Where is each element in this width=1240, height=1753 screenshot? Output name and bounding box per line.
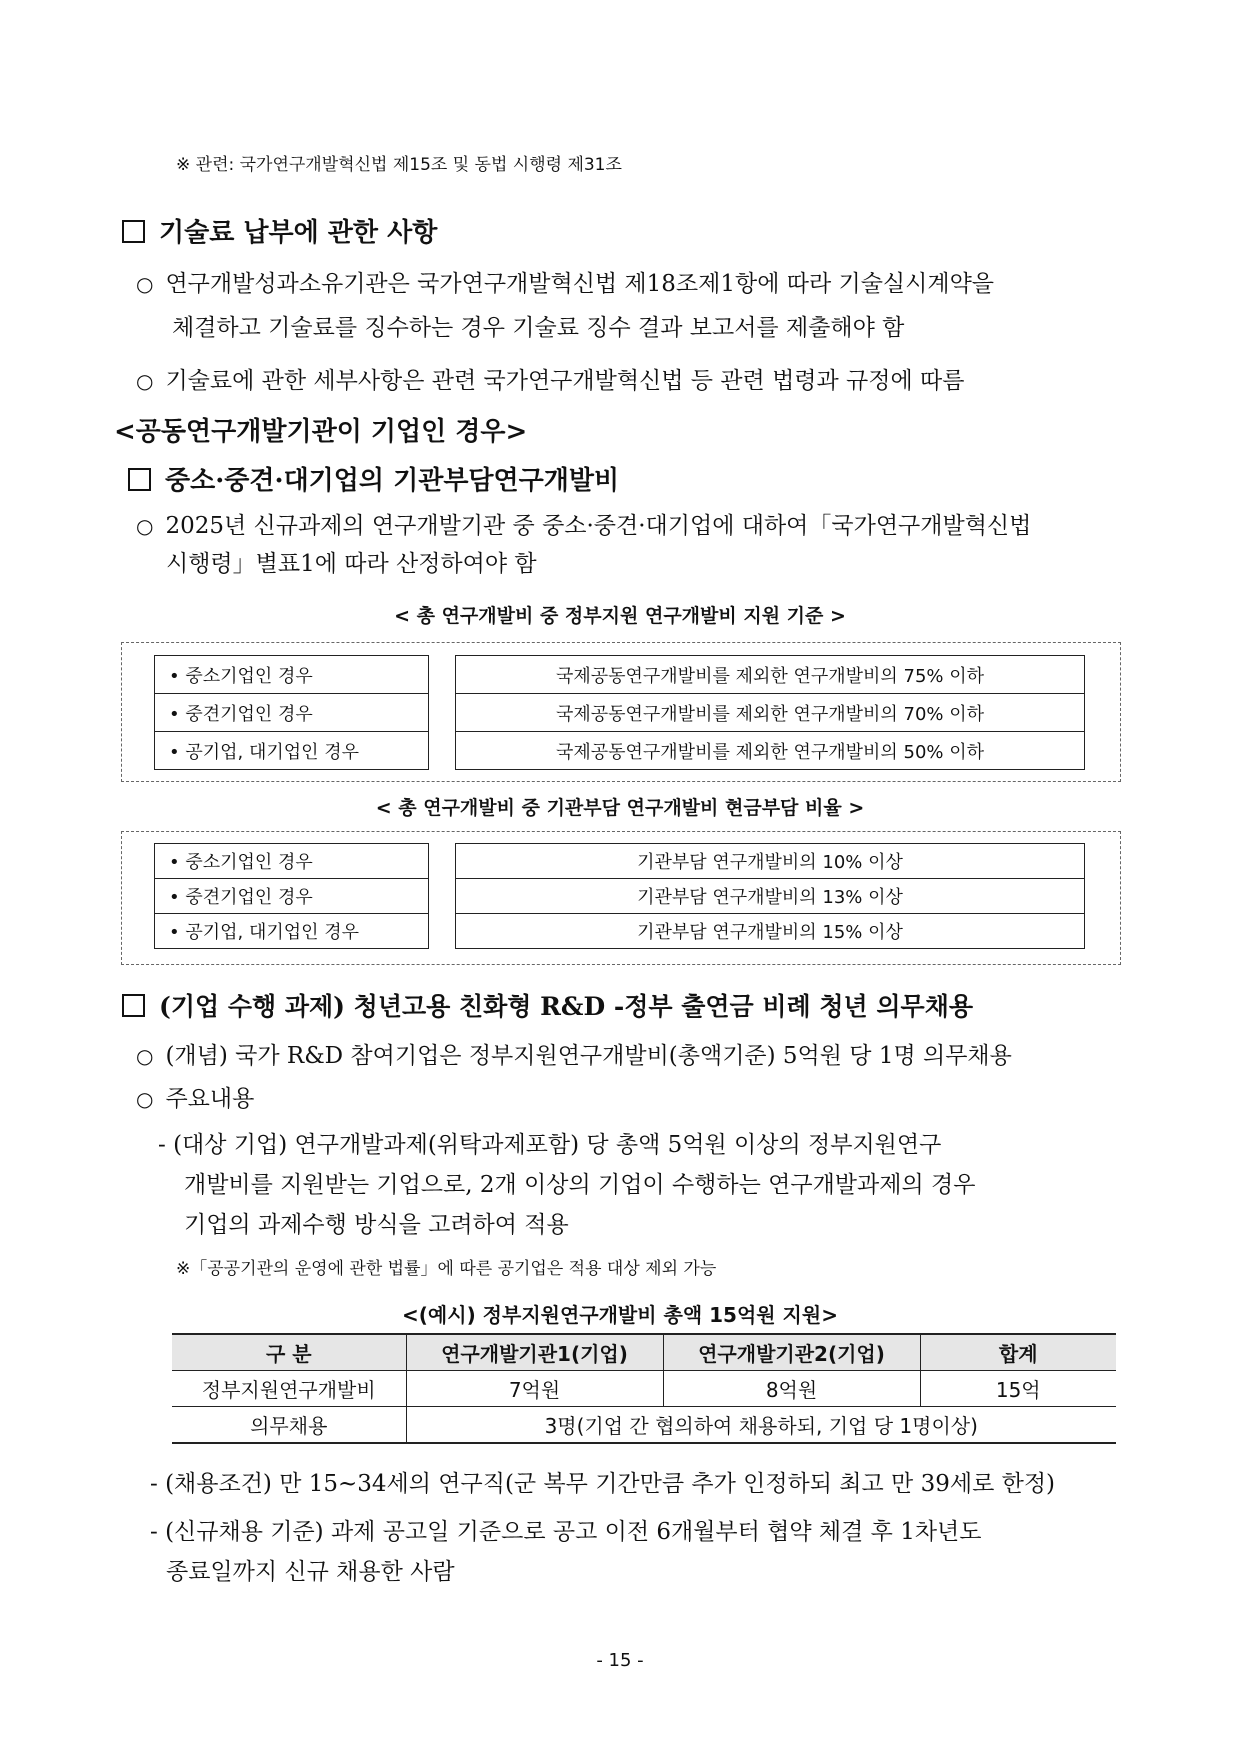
table-header-row	[172, 1334, 1116, 1371]
subtitle-joint-institution: <공동연구개발기관이 기업인 경우>	[114, 417, 528, 447]
checkbox-square-icon	[128, 468, 151, 491]
cash-table-caption: < 총 연구개발비 중 기관부담 연구개발비 현금부담 비율 >	[375, 797, 865, 819]
youth-target-item-cont: 기업의 과제수행 방식을 고려하여 적용	[184, 1212, 569, 1238]
table-header-cell: 연구개발기관2(기업)	[663, 1334, 920, 1371]
section-heading-burden: 중소·중견·대기업의 기관부담연구개발비	[128, 460, 619, 497]
checkbox-square-icon	[122, 994, 145, 1017]
table-cell: 3명(기업 간 협의하여 채용하되, 기업 당 1명이상)	[406, 1407, 1116, 1444]
table-header-cell: 구 분	[172, 1334, 406, 1371]
support-row-label: • 중견기업인 경우	[154, 693, 429, 732]
cash-row-label: • 중견기업인 경우	[154, 878, 429, 914]
table-row	[172, 1407, 1116, 1444]
cash-row-label: • 공기업, 대기업인 경우	[154, 913, 429, 949]
hollow-circle-icon: ○	[136, 514, 154, 538]
section-heading-youth-hiring: (기업 수행 과제) 청년고용 친화형 R&D -정부 출연금 비례 청년 의무채용	[122, 987, 973, 1023]
youth-main-bullet: ○ 주요내용	[136, 1086, 255, 1112]
page-number: - 15 -	[596, 1650, 644, 1671]
support-table-caption: < 총 연구개발비 중 정부지원 연구개발비 지원 기준 >	[394, 605, 846, 627]
support-row-label: • 중소기업인 경우	[154, 655, 429, 694]
table-header-cell: 연구개발기관1(기업)	[406, 1334, 663, 1371]
table-header-cell: 합계	[920, 1334, 1116, 1371]
youth-concept-bullet: ○ (개념) 국가 R&D 참여기업은 정부지원연구개발비(총액기준) 5억원 당 1명 의무채용	[136, 1043, 1012, 1069]
related-law-note: ※ 관련: 국가연구개발혁신법 제15조 및 동법 시행령 제31조	[176, 155, 622, 175]
support-row-label: • 공기업, 대기업인 경우	[154, 731, 429, 770]
cash-row-label: • 중소기업인 경우	[154, 843, 429, 879]
cash-row-value: 기관부담 연구개발비의 10% 이상	[455, 843, 1085, 879]
hollow-circle-icon: ○	[136, 1044, 154, 1068]
example-table-caption: <(예시) 정부지원연구개발비 총액 15억원 지원>	[402, 1303, 838, 1327]
table-cell: 정부지원연구개발비	[172, 1371, 406, 1407]
public-enterprise-note: ※「공공기관의 운영에 관한 법률」에 따른 공기업은 적용 대상 제외 가능	[176, 1259, 717, 1279]
youth-target-item-cont: 개발비를 지원받는 기업으로, 2개 이상의 기업이 수행하는 연구개발과제의 경우	[184, 1172, 976, 1198]
hiring-condition-item: - (채용조건) 만 15~34세의 연구직(군 복무 기간만큼 추가 인정하되 최고 만 39세로 한정)	[150, 1471, 1056, 1497]
burden-bullet-1: ○ 2025년 신규과제의 연구개발기관 중 중소·중견·대기업에 대하여「국가연구개발혁신법	[136, 513, 1032, 539]
table-cell: 의무채용	[172, 1407, 406, 1444]
checkbox-square-icon	[122, 220, 145, 243]
table-row	[172, 1371, 1116, 1407]
support-row-value: 국제공동연구개발비를 제외한 연구개발비의 75% 이하	[455, 655, 1085, 694]
tech-fee-bullet-1: ○ 연구개발성과소유기관은 국가연구개발혁신법 제18조제1항에 따라 기술실시계약을	[136, 271, 995, 297]
new-hire-criteria-item-cont: 종료일까지 신규 채용한 사람	[166, 1559, 455, 1585]
tech-fee-bullet-2: ○ 기술료에 관한 세부사항은 관련 국가연구개발혁신법 등 관련 법령과 규정에 따름	[136, 368, 965, 394]
cash-row-value: 기관부담 연구개발비의 15% 이상	[455, 913, 1085, 949]
new-hire-criteria-item: - (신규채용 기준) 과제 공고일 기준으로 공고 이전 6개월부터 협약 체결 후 1차년도	[150, 1519, 982, 1545]
support-row-value: 국제공동연구개발비를 제외한 연구개발비의 70% 이하	[455, 693, 1085, 732]
youth-target-item: - (대상 기업) 연구개발과제(위탁과제포함) 당 총액 5억원 이상의 정부지원연구	[158, 1132, 942, 1158]
table-cell: 15억	[920, 1371, 1116, 1407]
example-table	[172, 1333, 1116, 1444]
cash-row-value: 기관부담 연구개발비의 13% 이상	[455, 878, 1085, 914]
table-cell: 8억원	[663, 1371, 920, 1407]
burden-bullet-1-cont: 시행령」별표1에 따라 산정하여야 함	[166, 551, 537, 577]
section-heading-tech-fee: 기술료 납부에 관한 사항	[122, 212, 437, 249]
hollow-circle-icon: ○	[136, 1087, 154, 1111]
table-cell: 7억원	[406, 1371, 663, 1407]
hollow-circle-icon: ○	[136, 272, 154, 296]
tech-fee-bullet-1-cont: 체결하고 기술료를 징수하는 경우 기술료 징수 결과 보고서를 제출해야 함	[172, 315, 905, 341]
support-row-value: 국제공동연구개발비를 제외한 연구개발비의 50% 이하	[455, 731, 1085, 770]
hollow-circle-icon: ○	[136, 369, 154, 393]
